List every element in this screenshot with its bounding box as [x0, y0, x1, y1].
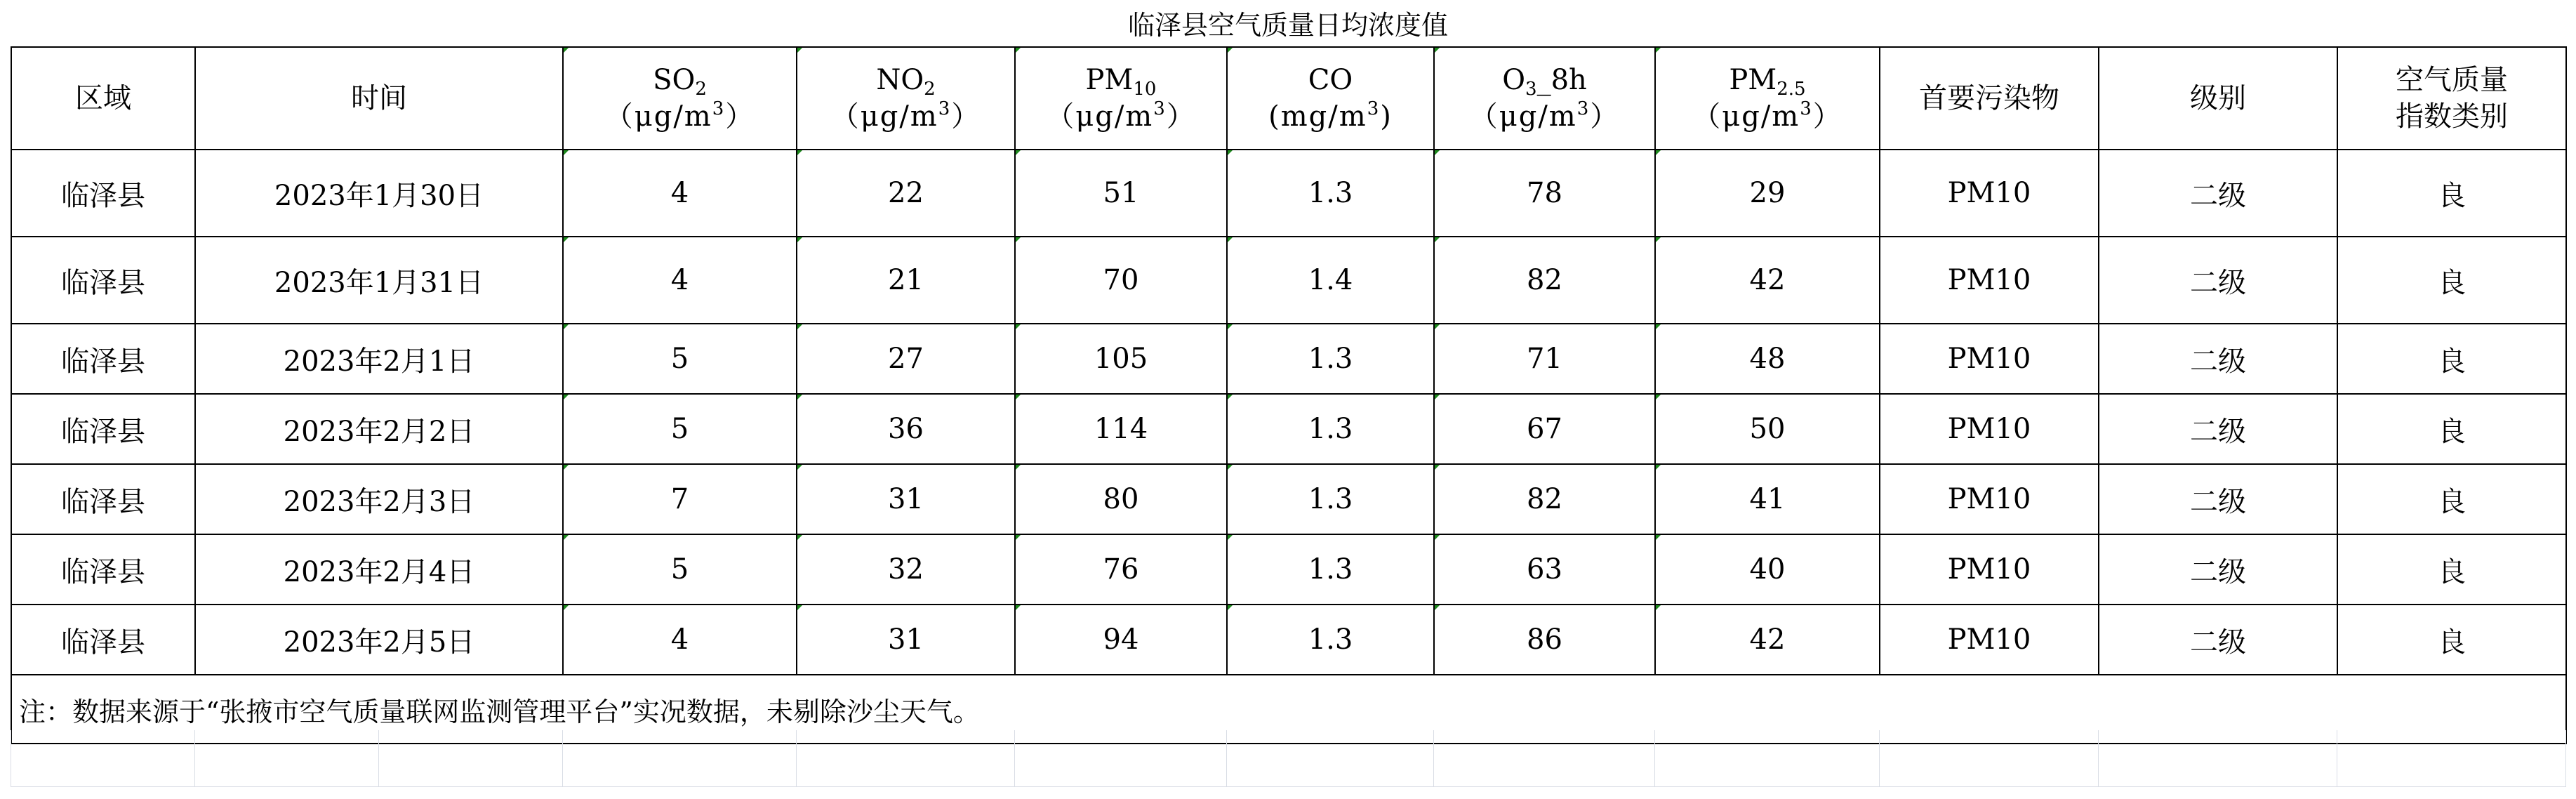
- cell-value: 2023年2月3日: [283, 485, 475, 518]
- cell-time[interactable]: [195, 237, 563, 324]
- cell-value: 1.3: [1308, 553, 1353, 586]
- cell-area[interactable]: [11, 605, 195, 675]
- cell-o3-8h[interactable]: [1434, 534, 1655, 605]
- cell-value: 5: [670, 413, 689, 445]
- cell-value: 70: [1103, 264, 1139, 296]
- cell-value: 良: [2438, 485, 2466, 518]
- cell-aqi-category[interactable]: [2337, 534, 2566, 605]
- cell-comment-marker: [1656, 605, 1661, 610]
- cell-comment-marker: [1435, 150, 1440, 155]
- empty-cell[interactable]: [2099, 730, 2337, 787]
- cell-value: PM10: [1947, 413, 2031, 445]
- cell-value: 5: [670, 343, 689, 375]
- cell-comment-marker: [1228, 48, 1233, 53]
- cell-value: 4: [670, 264, 689, 296]
- cell-primary-pollutant[interactable]: [1880, 237, 2099, 324]
- cell-primary-pollutant[interactable]: [1880, 534, 2099, 605]
- table-title: 临泽县空气质量日均浓度值: [1127, 10, 1448, 41]
- header-time[interactable]: 时间: [195, 47, 563, 150]
- cell-area[interactable]: [11, 394, 195, 464]
- header-primary-pollutant[interactable]: 首要污染物: [1880, 47, 2099, 150]
- cell-value: 2023年1月31日: [274, 266, 484, 299]
- cell-value: 82: [1527, 483, 1562, 515]
- cell-value: 二级: [2190, 345, 2246, 378]
- cell-no2[interactable]: [797, 534, 1015, 605]
- cell-comment-marker: [1435, 605, 1440, 610]
- cell-level[interactable]: [2099, 605, 2337, 675]
- cell-value: PM10: [1947, 343, 2031, 375]
- table-row: [11, 534, 2566, 605]
- cell-so2[interactable]: [563, 605, 797, 675]
- cell-value: 临泽县: [61, 485, 145, 518]
- cell-level[interactable]: [2099, 324, 2337, 394]
- air-quality-table: [11, 46, 2567, 744]
- cell-area[interactable]: [11, 534, 195, 605]
- cell-value: 1.3: [1308, 483, 1353, 515]
- cell-co[interactable]: [1227, 605, 1434, 675]
- cell-comment-marker: [564, 465, 569, 470]
- cell-area[interactable]: [11, 237, 195, 324]
- cell-value: PM10: [1947, 177, 2031, 209]
- cell-comment-marker: [1228, 605, 1233, 610]
- cell-comment-marker: [1016, 535, 1021, 540]
- empty-cell[interactable]: [1655, 730, 1880, 787]
- cell-value: 105: [1094, 343, 1148, 375]
- cell-value: 50: [1749, 413, 1786, 445]
- cell-area[interactable]: [11, 324, 195, 394]
- cell-value: PM10: [1947, 264, 2031, 296]
- cell-comment-marker: [1656, 237, 1661, 242]
- cell-comment-marker: [1656, 395, 1661, 400]
- footnote[interactable]: 注：数据来源于“张掖市空气质量联网监测管理平台”实况数据，未剔除沙尘天气。: [11, 675, 2566, 744]
- cell-value: 良: [2438, 345, 2466, 378]
- cell-value: 1.4: [1308, 264, 1353, 296]
- cell-comment-marker: [1016, 237, 1021, 242]
- cell-value: 二级: [2190, 415, 2246, 448]
- cell-o3-8h[interactable]: [1434, 237, 1655, 324]
- cell-aqi-category[interactable]: [2337, 464, 2566, 534]
- empty-grid: [11, 730, 2566, 787]
- cell-value: 二级: [2190, 266, 2246, 299]
- table-row: [11, 464, 2566, 534]
- cell-area[interactable]: [11, 150, 195, 237]
- table-row: [11, 605, 2566, 675]
- cell-comment-marker: [564, 150, 569, 155]
- table-row: [11, 150, 2566, 237]
- cell-comment-marker: [1228, 465, 1233, 470]
- cell-time[interactable]: [195, 150, 563, 237]
- cell-comment-marker: [797, 465, 802, 470]
- cell-pm10[interactable]: [1015, 324, 1227, 394]
- cell-area[interactable]: [11, 464, 195, 534]
- cell-so2[interactable]: [563, 324, 797, 394]
- cell-time[interactable]: [195, 394, 563, 464]
- cell-pm25[interactable]: [1655, 237, 1880, 324]
- cell-o3-8h[interactable]: [1434, 394, 1655, 464]
- cell-aqi-category[interactable]: [2337, 324, 2566, 394]
- empty-cell[interactable]: [1880, 730, 2099, 787]
- cell-value: 40: [1749, 553, 1786, 586]
- cell-co[interactable]: [1227, 394, 1434, 464]
- cell-value: 48: [1749, 343, 1786, 375]
- cell-no2[interactable]: [797, 464, 1015, 534]
- cell-aqi-category[interactable]: [2337, 394, 2566, 464]
- empty-cell[interactable]: [195, 730, 379, 787]
- cell-value: 42: [1749, 623, 1786, 656]
- cell-value: 临泽县: [61, 266, 145, 299]
- cell-co[interactable]: [1227, 237, 1434, 324]
- cell-comment-marker: [1656, 150, 1661, 155]
- cell-o3-8h[interactable]: [1434, 464, 1655, 534]
- cell-comment-marker: [1228, 150, 1233, 155]
- cell-value: 4: [670, 177, 689, 209]
- cell-so2[interactable]: [563, 464, 797, 534]
- cell-no2[interactable]: [797, 394, 1015, 464]
- cell-value: 二级: [2190, 485, 2246, 518]
- cell-pm25[interactable]: [1655, 394, 1880, 464]
- empty-cell[interactable]: [2337, 730, 2566, 787]
- cell-pm25[interactable]: [1655, 605, 1880, 675]
- cell-comment-marker: [1435, 324, 1440, 329]
- cell-value: 2023年2月5日: [283, 626, 475, 659]
- empty-cell[interactable]: [1227, 730, 1434, 787]
- cell-so2[interactable]: [563, 534, 797, 605]
- header-level[interactable]: 级别: [2099, 47, 2337, 150]
- cell-comment-marker: [1016, 395, 1021, 400]
- cell-value: 良: [2438, 626, 2466, 659]
- cell-value: 42: [1749, 264, 1786, 296]
- cell-aqi-category[interactable]: [2337, 605, 2566, 675]
- cell-comment-marker: [1016, 465, 1021, 470]
- cell-value: 1.3: [1308, 343, 1353, 375]
- empty-cell[interactable]: [1015, 730, 1227, 787]
- cell-comment-marker: [1435, 535, 1440, 540]
- cell-comment-marker: [564, 535, 569, 540]
- cell-comment-marker: [1228, 324, 1233, 329]
- cell-level[interactable]: [2099, 534, 2337, 605]
- cell-comment-marker: [797, 605, 802, 610]
- cell-primary-pollutant[interactable]: [1880, 150, 2099, 237]
- cell-co[interactable]: [1227, 324, 1434, 394]
- cell-primary-pollutant[interactable]: [1880, 605, 2099, 675]
- cell-value: 二级: [2190, 555, 2246, 588]
- cell-comment-marker: [1016, 324, 1021, 329]
- cell-so2[interactable]: [563, 394, 797, 464]
- cell-value: 27: [888, 343, 924, 375]
- cell-o3-8h[interactable]: [1434, 605, 1655, 675]
- empty-cell[interactable]: [1434, 730, 1655, 787]
- cell-comment-marker: [1435, 465, 1440, 470]
- cell-value: PM10: [1947, 553, 2031, 586]
- header-pm25[interactable]: $PM_{2.5}$ $(\mu g/m^3)$: [1655, 47, 1880, 150]
- cell-value: 4: [670, 623, 689, 656]
- cell-aqi-category[interactable]: [2337, 237, 2566, 324]
- cell-value: 临泽县: [61, 415, 145, 448]
- cell-value: 51: [1103, 177, 1139, 209]
- cell-value: 2023年2月1日: [283, 345, 475, 378]
- cell-co[interactable]: [1227, 150, 1434, 237]
- cell-no2[interactable]: [797, 150, 1015, 237]
- cell-so2[interactable]: [563, 237, 797, 324]
- cell-no2[interactable]: [797, 324, 1015, 394]
- header-area[interactable]: 区域: [11, 47, 195, 150]
- cell-pm10[interactable]: [1015, 605, 1227, 675]
- cell-value: 21: [888, 264, 924, 296]
- cell-value: 二级: [2190, 179, 2246, 212]
- cell-comment-marker: [797, 237, 802, 242]
- table-row: [11, 237, 2566, 324]
- cell-value: 67: [1527, 413, 1562, 445]
- cell-time[interactable]: [195, 324, 563, 394]
- empty-cell[interactable]: [11, 730, 195, 787]
- cell-value: 114: [1094, 413, 1148, 445]
- cell-so2[interactable]: [563, 150, 797, 237]
- cell-time[interactable]: [195, 534, 563, 605]
- cell-value: 2023年2月4日: [283, 555, 475, 588]
- cell-value: 80: [1103, 483, 1139, 515]
- cell-value: 2023年1月30日: [274, 179, 484, 212]
- cell-comment-marker: [1016, 48, 1021, 53]
- cell-comment-marker: [1228, 395, 1233, 400]
- cell-value: 二级: [2190, 626, 2246, 659]
- cell-value: 22: [888, 177, 924, 209]
- cell-primary-pollutant[interactable]: [1880, 464, 2099, 534]
- cell-aqi-category[interactable]: [2337, 150, 2566, 237]
- cell-level[interactable]: [2099, 150, 2337, 237]
- table-row: [11, 324, 2566, 394]
- cell-level[interactable]: [2099, 464, 2337, 534]
- cell-comment-marker: [1435, 395, 1440, 400]
- cell-comment-marker: [797, 48, 802, 53]
- cell-comment-marker: [1435, 237, 1440, 242]
- cell-value: 良: [2438, 266, 2466, 299]
- cell-comment-marker: [1228, 237, 1233, 242]
- cell-comment-marker: [1435, 48, 1440, 53]
- cell-value: 94: [1103, 623, 1139, 656]
- cell-value: 临泽县: [61, 345, 145, 378]
- cell-value: 良: [2438, 555, 2466, 588]
- header-row: [11, 47, 2566, 150]
- header-no2[interactable]: $NO_2$ $(\mu g/m^3)$: [797, 47, 1015, 150]
- cell-value: 良: [2438, 415, 2466, 448]
- cell-value: 7: [670, 483, 689, 515]
- cell-comment-marker: [1656, 48, 1661, 53]
- table-body: [11, 150, 2566, 675]
- cell-pm10[interactable]: [1015, 464, 1227, 534]
- cell-time[interactable]: [195, 605, 563, 675]
- cell-time[interactable]: [195, 464, 563, 534]
- cell-comment-marker: [1656, 465, 1661, 470]
- cell-value: 良: [2438, 179, 2466, 212]
- cell-value: 2023年2月2日: [283, 415, 475, 448]
- cell-comment-marker: [1016, 150, 1021, 155]
- table-row: [11, 394, 2566, 464]
- cell-value: 71: [1527, 343, 1562, 375]
- cell-no2[interactable]: [797, 605, 1015, 675]
- cell-value: 76: [1103, 553, 1139, 586]
- cell-value: 临泽县: [61, 626, 145, 659]
- cell-value: 1.3: [1308, 413, 1353, 445]
- cell-value: 36: [888, 413, 924, 445]
- cell-co[interactable]: [1227, 464, 1434, 534]
- cell-comment-marker: [1228, 535, 1233, 540]
- cell-comment-marker: [1656, 535, 1661, 540]
- cell-value: 31: [888, 623, 924, 656]
- cell-comment-marker: [1656, 324, 1661, 329]
- cell-value: 82: [1527, 264, 1562, 296]
- cell-primary-pollutant[interactable]: [1880, 324, 2099, 394]
- cell-pm10[interactable]: [1015, 237, 1227, 324]
- cell-value: 78: [1527, 177, 1562, 209]
- empty-row: [11, 730, 2566, 787]
- cell-comment-marker: [564, 395, 569, 400]
- cell-comment-marker: [564, 237, 569, 242]
- cell-comment-marker: [564, 324, 569, 329]
- cell-value: 41: [1749, 483, 1786, 515]
- cell-comment-marker: [564, 48, 569, 53]
- header-pm10[interactable]: $PM_{10}$ $(\mu g/m^3)$: [1015, 47, 1227, 150]
- cell-primary-pollutant[interactable]: [1880, 394, 2099, 464]
- cell-pm25[interactable]: [1655, 150, 1880, 237]
- empty-cell[interactable]: [563, 730, 797, 787]
- cell-level[interactable]: [2099, 237, 2337, 324]
- cell-value: 32: [888, 553, 924, 586]
- cell-value: 1.3: [1308, 177, 1353, 209]
- cell-pm25[interactable]: [1655, 534, 1880, 605]
- cell-value: 临泽县: [61, 555, 145, 588]
- header-co[interactable]: CO $(mg/m^3)$: [1227, 47, 1434, 150]
- cell-comment-marker: [797, 324, 802, 329]
- cell-value: 31: [888, 483, 924, 515]
- cell-o3-8h[interactable]: [1434, 150, 1655, 237]
- cell-comment-marker: [797, 395, 802, 400]
- cell-pm10[interactable]: [1015, 394, 1227, 464]
- cell-pm25[interactable]: [1655, 324, 1880, 394]
- header-aqi-category[interactable]: 空气质量 指数类别: [2337, 47, 2566, 150]
- header-so2[interactable]: $SO_2$ $(\mu g/m^3)$: [563, 47, 797, 150]
- cell-value: 86: [1527, 623, 1562, 656]
- cell-value: PM10: [1947, 623, 2031, 656]
- empty-cell[interactable]: [379, 730, 563, 787]
- cell-value: 5: [670, 553, 689, 586]
- cell-value: 63: [1527, 553, 1562, 586]
- cell-co[interactable]: [1227, 534, 1434, 605]
- cell-o3-8h[interactable]: [1434, 324, 1655, 394]
- cell-value: 1.3: [1308, 623, 1353, 656]
- cell-pm10[interactable]: [1015, 534, 1227, 605]
- cell-value: PM10: [1947, 483, 2031, 515]
- cell-pm25[interactable]: [1655, 464, 1880, 534]
- cell-level[interactable]: [2099, 394, 2337, 464]
- cell-value: 临泽县: [61, 179, 145, 212]
- cell-no2[interactable]: [797, 237, 1015, 324]
- cell-pm10[interactable]: [1015, 150, 1227, 237]
- header-o3-8h[interactable]: $O_3\_8h$ $(\mu g/m^3)$: [1434, 47, 1655, 150]
- cell-comment-marker: [797, 535, 802, 540]
- cell-comment-marker: [564, 605, 569, 610]
- empty-cell[interactable]: [797, 730, 1015, 787]
- cell-value: 29: [1749, 177, 1786, 209]
- cell-comment-marker: [1016, 605, 1021, 610]
- cell-comment-marker: [797, 150, 802, 155]
